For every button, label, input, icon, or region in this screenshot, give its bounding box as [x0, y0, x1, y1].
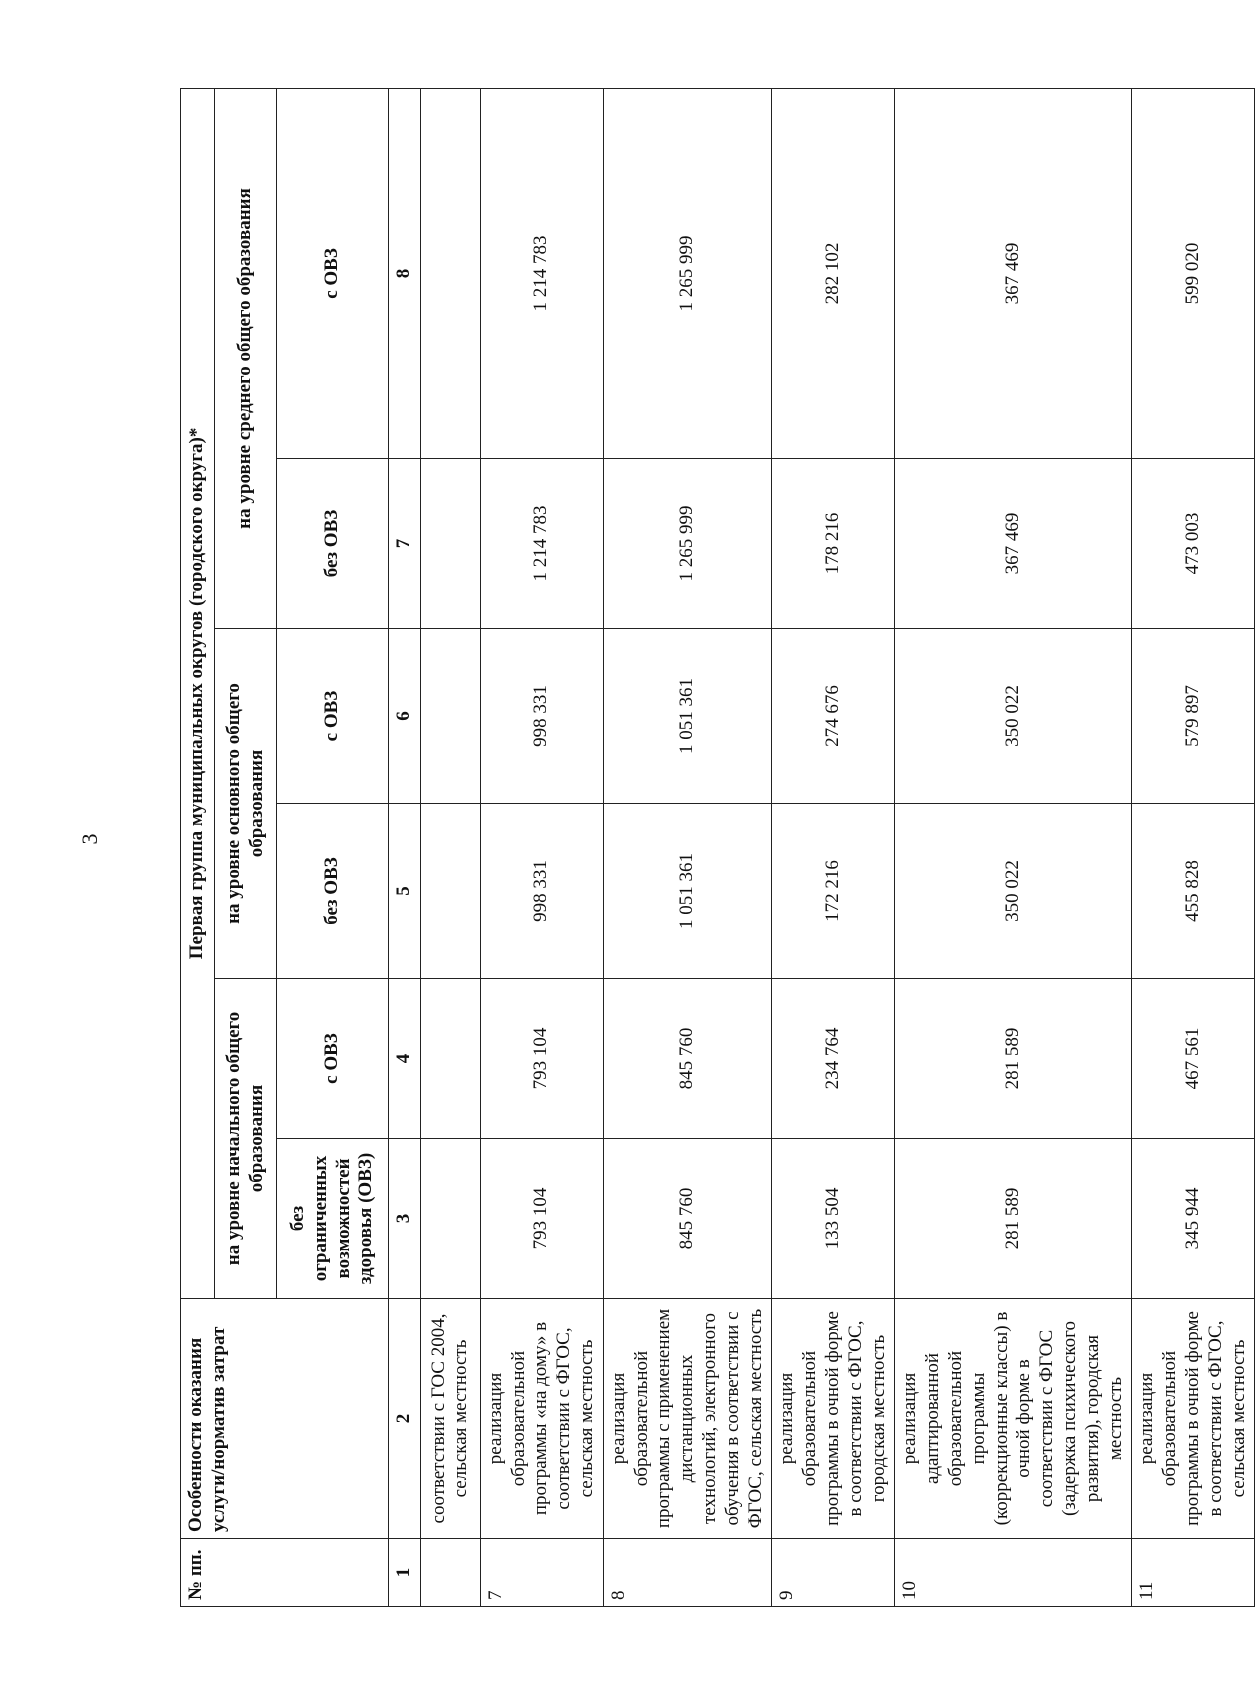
cell-value: 1 051 361: [603, 629, 772, 804]
cell-value: [420, 1139, 480, 1299]
row-desc: реализация адаптированной образовательной программы (коррекционные классы) в очной форме в соответствии с ФГОС (задержка психического развития), городская местность: [895, 1299, 1132, 1539]
header-without-ovz: без ОВЗ: [277, 804, 389, 979]
cell-value: 998 331: [480, 804, 603, 979]
col-number: 8: [389, 88, 421, 458]
cell-value: 345 944: [1132, 1139, 1255, 1299]
cell-value: 845 760: [603, 1139, 772, 1299]
cell-value: 473 003: [1132, 459, 1255, 629]
table-row: [895, 88, 1132, 1606]
cell-value: [420, 459, 480, 629]
cell-value: 282 102: [772, 88, 895, 458]
cell-value: 1 214 783: [480, 459, 603, 629]
header-with-ovz: с ОВЗ: [277, 979, 389, 1139]
row-desc: реализация образовательной программы в очной форме в соответствии с ФГОС, сельская местность: [1132, 1299, 1255, 1539]
cell-value: 579 897: [1132, 629, 1255, 804]
row-no: 10: [895, 1539, 1132, 1607]
cell-value: 1 051 361: [603, 804, 772, 979]
row-no: 9: [772, 1539, 895, 1607]
header-level-primary: на уровне начального общего образования: [215, 979, 277, 1299]
rotated-table-sheet: [180, 89, 1249, 1607]
table-row: [603, 88, 772, 1606]
col-number: 4: [389, 979, 421, 1139]
header-without-ovz-long: без ограниченных возможностей здоровья (ОВЗ): [277, 1139, 389, 1299]
col-number: 2: [389, 1299, 421, 1539]
row-desc: реализация образовательной программы «на дому» в соответствии с ФГОС, сельская местность: [480, 1299, 603, 1539]
cell-value: 455 828: [1132, 804, 1255, 979]
row-desc: соответствии с ГОС 2004, сельская местность: [420, 1299, 480, 1539]
table-row: [420, 88, 480, 1606]
cell-value: 350 022: [895, 629, 1132, 804]
cell-value: 274 676: [772, 629, 895, 804]
cell-value: [420, 629, 480, 804]
cell-value: 1 265 999: [603, 459, 772, 629]
row-no: 7: [480, 1539, 603, 1607]
header-without-ovz: без ОВЗ: [277, 459, 389, 629]
cell-value: 178 216: [772, 459, 895, 629]
table-row: [1132, 88, 1255, 1606]
cell-value: [420, 88, 480, 458]
header-group-title: Первая группа муниципальных округов (городского округа)*: [181, 88, 215, 1298]
header-with-ovz: с ОВЗ: [277, 629, 389, 804]
header-col-desc: Особенности оказания услуги/норматив затрат: [181, 1299, 389, 1539]
cost-norms-table: [180, 88, 1255, 1607]
header-col-no: № пп.: [181, 1539, 389, 1607]
table-row: [772, 88, 895, 1606]
cell-value: 367 469: [895, 459, 1132, 629]
row-no: 11: [1132, 1539, 1255, 1607]
cell-value: 1 265 999: [603, 88, 772, 458]
cell-value: 172 216: [772, 804, 895, 979]
cell-value: 845 760: [603, 979, 772, 1139]
col-number: 6: [389, 629, 421, 804]
row-no: [420, 1539, 480, 1607]
cell-value: 998 331: [480, 629, 603, 804]
page-number: 3: [77, 833, 102, 845]
col-number: 7: [389, 459, 421, 629]
table-row: [480, 88, 603, 1606]
cell-value: 234 764: [772, 979, 895, 1139]
cell-value: [420, 979, 480, 1139]
cell-value: 793 104: [480, 1139, 603, 1299]
cell-value: 599 020: [1132, 88, 1255, 458]
col-number: 5: [389, 804, 421, 979]
header-level-basic: на уровне основного общего образования: [215, 629, 277, 979]
cell-value: 1 214 783: [480, 88, 603, 458]
cell-value: 793 104: [480, 979, 603, 1139]
cell-value: 281 589: [895, 979, 1132, 1139]
col-number: 1: [389, 1539, 421, 1607]
cell-value: 467 561: [1132, 979, 1255, 1139]
row-desc: реализация образовательной программы в очной форме в соответствии с ФГОС, городская местность: [772, 1299, 895, 1539]
col-number: 3: [389, 1139, 421, 1299]
cell-value: 367 469: [895, 88, 1132, 458]
header-level-secondary: на уровне среднего общего образования: [215, 88, 277, 628]
cell-value: [420, 804, 480, 979]
cell-value: 281 589: [895, 1139, 1132, 1299]
row-desc: реализация образовательной программы с применением дистанционных технологий, электронного обучения в соответствии с ФГОС, сельская местность: [603, 1299, 772, 1539]
cell-value: 350 022: [895, 804, 1132, 979]
cell-value: 133 504: [772, 1139, 895, 1299]
header-with-ovz: с ОВЗ: [277, 88, 389, 458]
row-no: 8: [603, 1539, 772, 1607]
